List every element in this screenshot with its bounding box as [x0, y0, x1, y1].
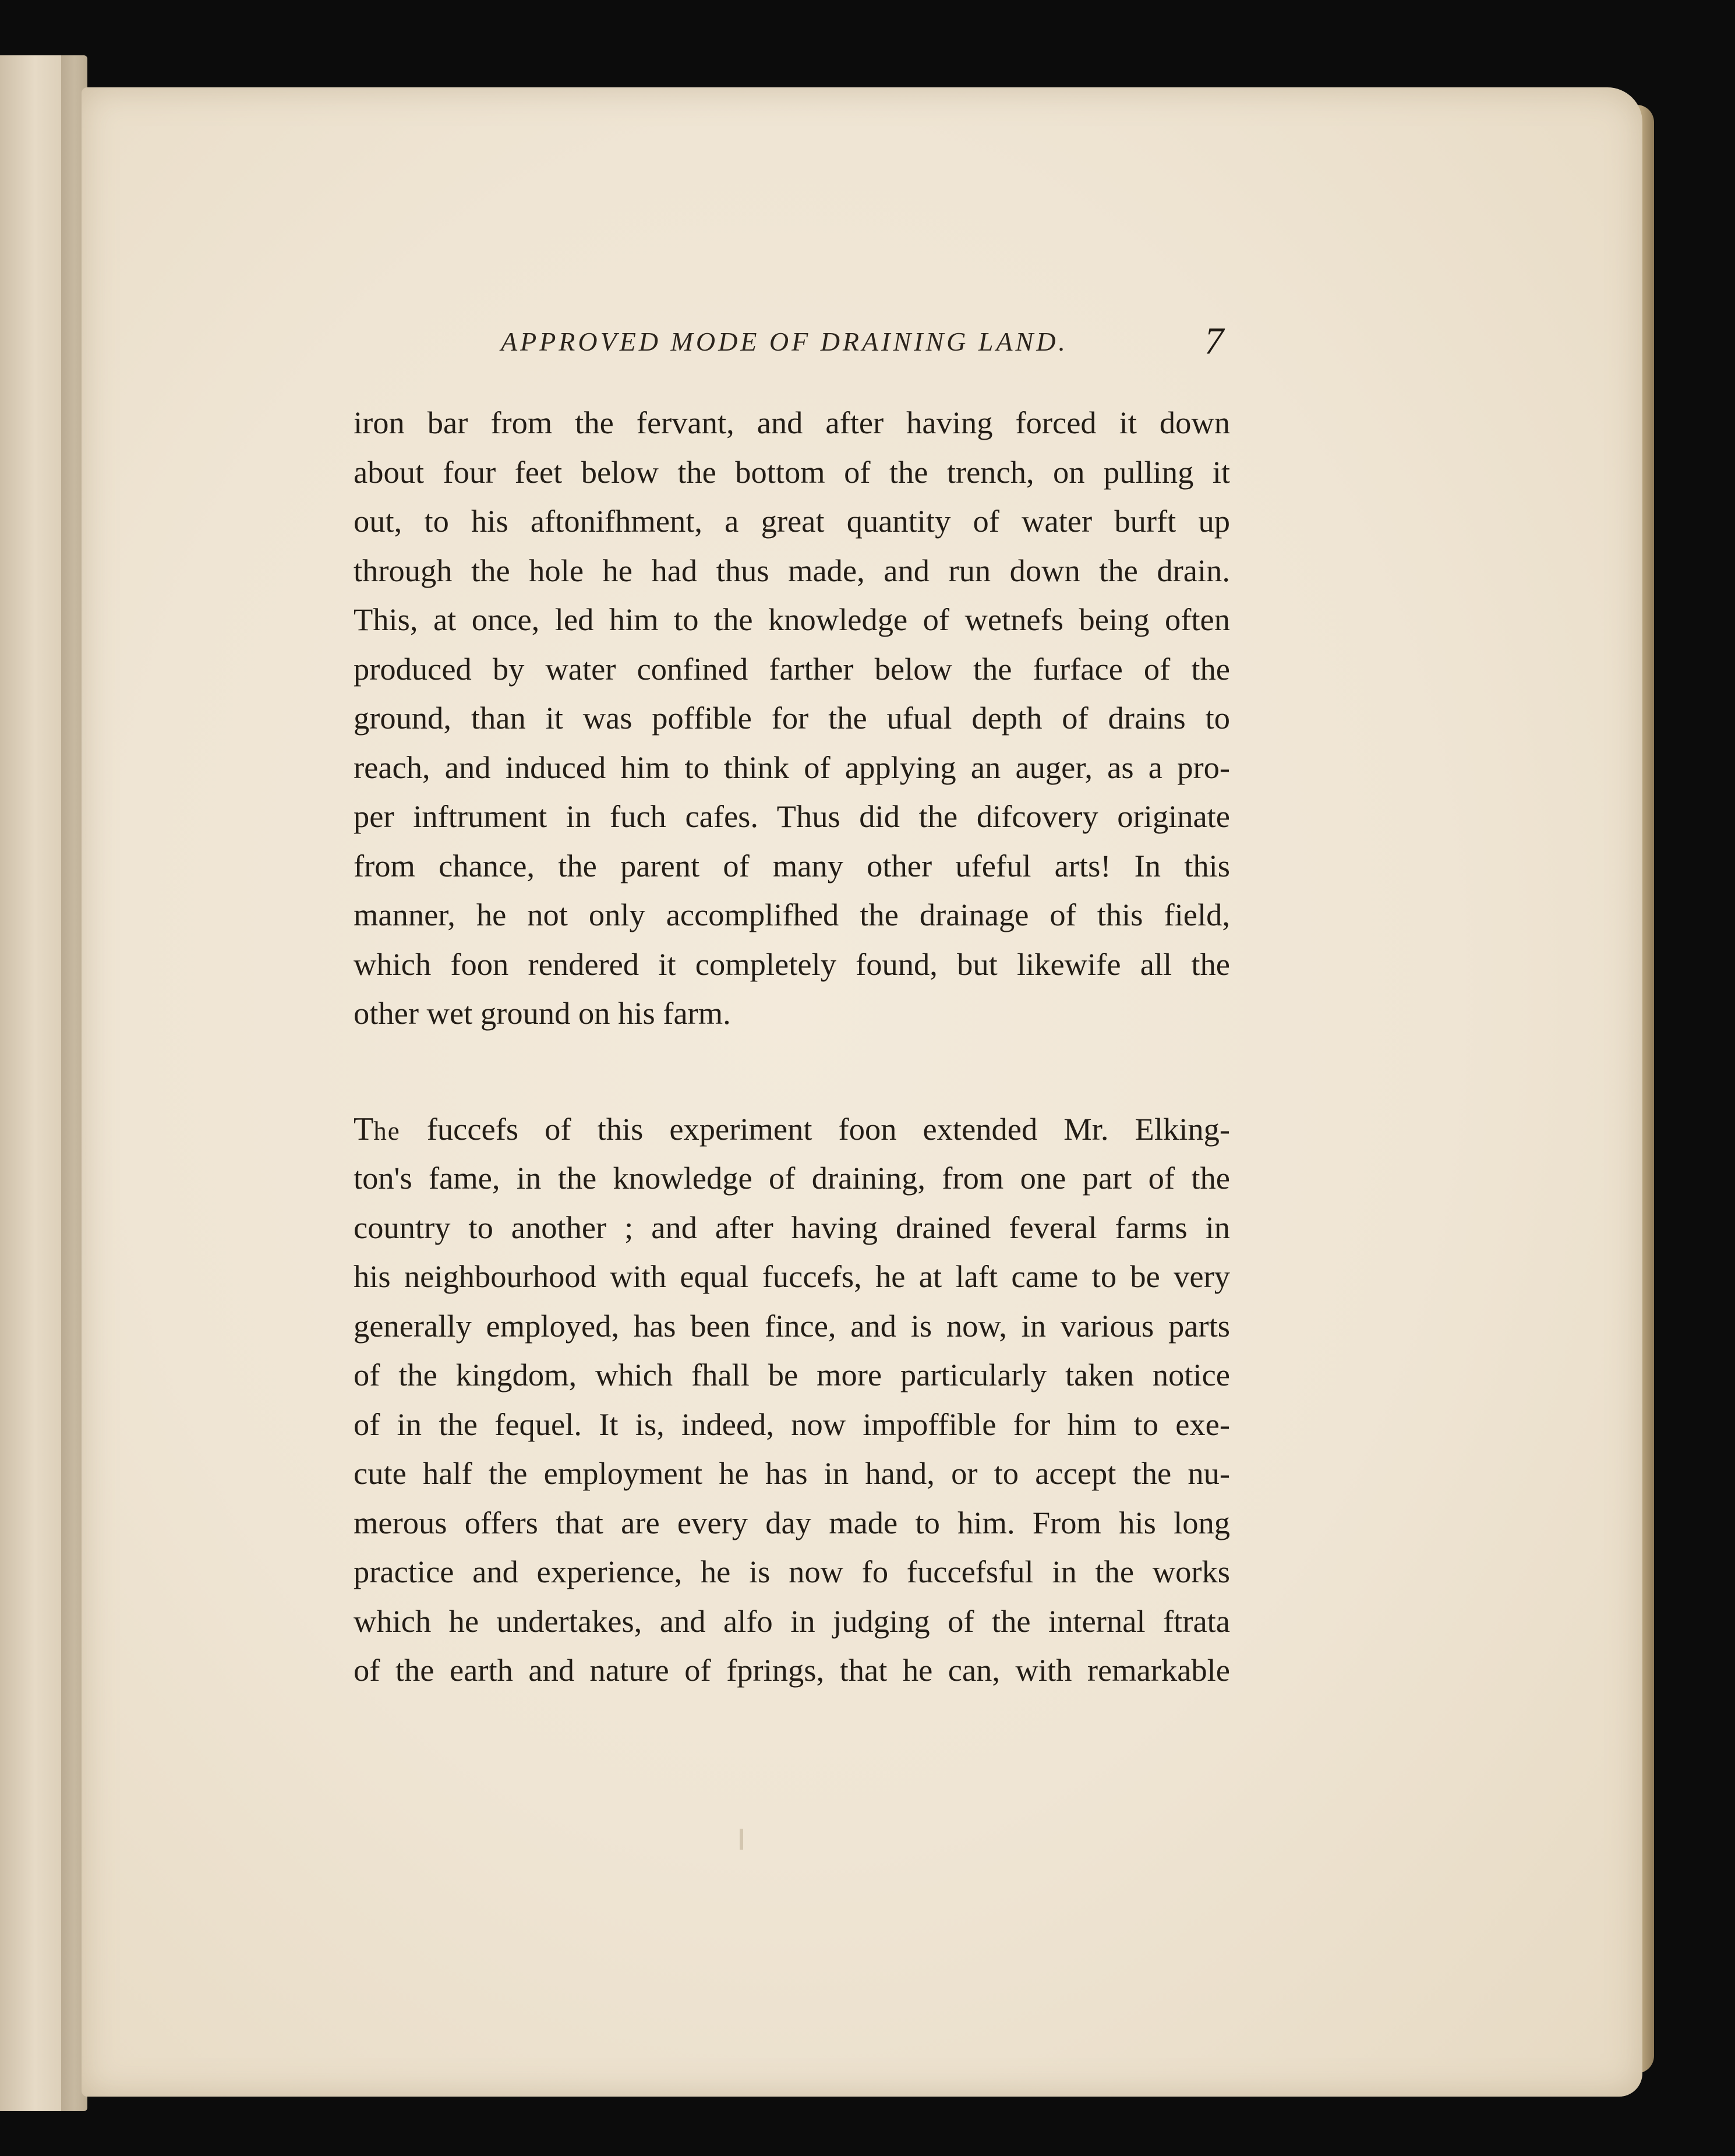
- text-line: country to another ; and after having drained feveral farms in: [354, 1209, 1230, 1245]
- text-line: ton's fame, in the knowledge of draining, from one part of the: [354, 1160, 1230, 1196]
- text-line: per inftrument in fuch cafes. Thus did the difcovery originate: [354, 798, 1230, 834]
- text-line: This, at once, led him to the knowledge of wetnefs being often: [354, 602, 1230, 637]
- text-line: which foon rendered it completely found, but likewife all the: [354, 946, 1230, 982]
- text-line: manner, he not only accomplifhed the drainage of this field,: [354, 897, 1230, 932]
- text-line: generally employed, has been fince, and is now, in various parts: [354, 1307, 1230, 1344]
- text-line: practice and experience, he is now fo fuccefsful in the works: [354, 1554, 1230, 1589]
- paragraph-1: [354, 398, 1230, 1038]
- page-number: 7: [1204, 320, 1224, 362]
- text-line: iron bar from the fervant, and after having forced it down: [354, 405, 1230, 440]
- text-line: out, to his aftonifhment, a great quantity of water burft up: [354, 503, 1230, 539]
- first-line-text: fuccefs of this experiment foon extended Mr. Elking-: [400, 1111, 1230, 1147]
- small-caps-rest: he: [373, 1116, 401, 1146]
- running-header: APPROVED MODE OF DRAINING LAND.: [501, 327, 1068, 356]
- text-line: cute half the employment he has in hand, or to accept the nu-: [354, 1455, 1230, 1491]
- text-line: of the kingdom, which fhall be more particularly taken notice: [354, 1357, 1230, 1392]
- paper-mark: [740, 1829, 743, 1850]
- text-line: from chance, the parent of many other ufeful arts! In this: [354, 847, 1230, 883]
- body-text: [354, 398, 1230, 1695]
- text-line: ground, than it was poffible for the ufual depth of drains to: [354, 700, 1230, 736]
- text-line: his neighbourhood with equal fuccefs, he at laft came to be very: [354, 1259, 1230, 1294]
- text-line-first: [354, 1105, 1230, 1154]
- text-line: other wet ground on his farm.: [354, 995, 731, 1031]
- paragraph-spacer: [354, 1038, 1230, 1105]
- text-line: reach, and induced him to think of applying an auger, as a pro-: [354, 749, 1230, 785]
- text-line: of in the fequel. It is, indeed, now impoffible for him to exe-: [354, 1406, 1230, 1442]
- text-line: merous offers that are every day made to him. From his long: [354, 1504, 1230, 1540]
- paragraph-2: [354, 1105, 1230, 1695]
- text-line: which he undertakes, and alfo in judging of the internal ftrata: [354, 1603, 1230, 1639]
- text-line: through the hole he had thus made, and run down the drain.: [354, 552, 1230, 588]
- small-caps-initial: T: [354, 1111, 374, 1147]
- text-line: of the earth and nature of fprings, that he can, with remarkable: [354, 1652, 1230, 1688]
- text-line: produced by water confined farther below the furface of the: [354, 651, 1230, 687]
- text-line: about four feet below the bottom of the trench, on pulling it: [354, 454, 1230, 490]
